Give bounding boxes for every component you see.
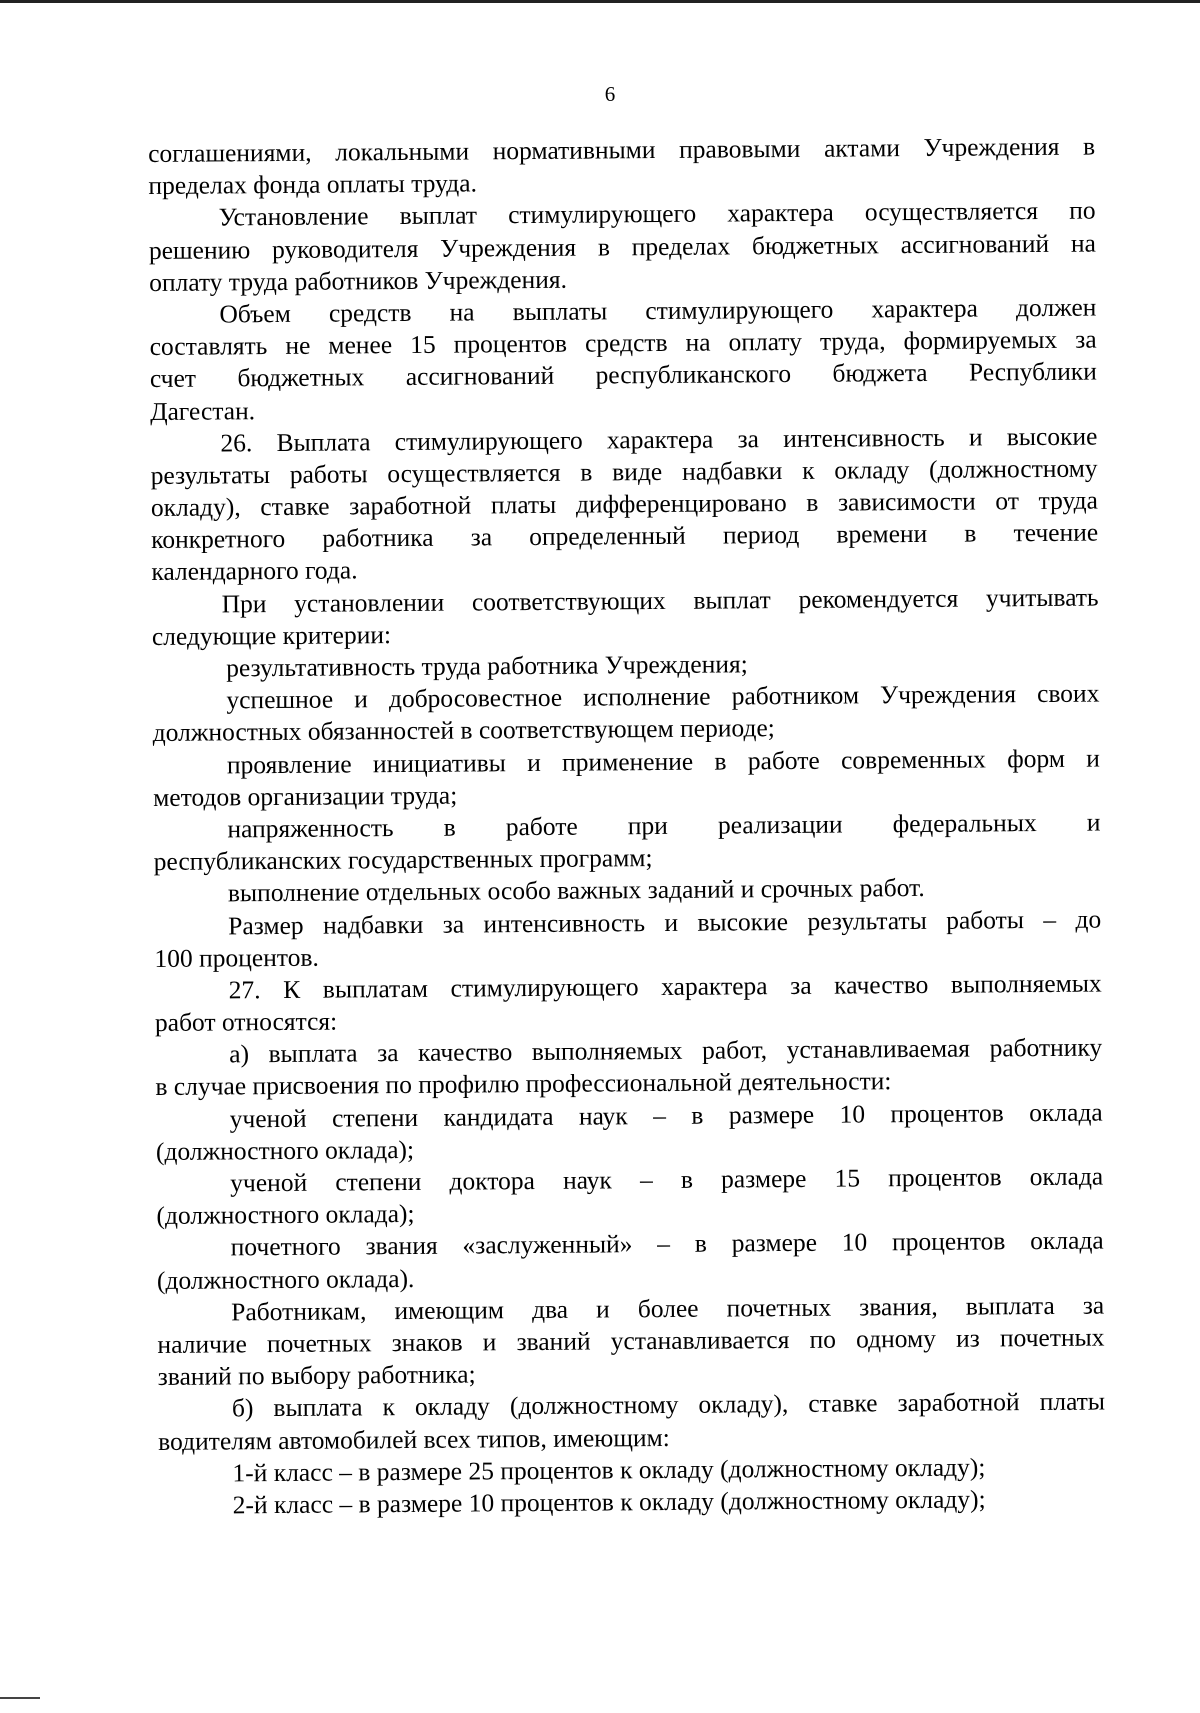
text-line: республиканских государственных программ; — [153, 843, 653, 877]
text-line: 2-й класс – в размере 10 процентов к окладу (должностному окладу); — [232, 1484, 986, 1520]
text-line: 26. Выплата стимулирующего характера за интенсивность и высокие — [220, 421, 1098, 458]
text-line: 100 процентов. — [154, 942, 319, 973]
text-line: 27. К выплатам стимулирующего характера за качество выполняемых — [228, 968, 1102, 1005]
text-line: Дагестан. — [150, 395, 256, 426]
text-line: должностных обязанностей в соответствующем периоде; — [152, 713, 775, 748]
text-line: (должностного оклада); — [156, 1199, 415, 1231]
text-line: методов организации труда; — [153, 780, 458, 812]
text-line: проявление инициативы и применение в работе современных форм и — [226, 743, 1101, 779]
text-line: При установлении соответствующих выплат рекомендуется учитывать — [221, 582, 1099, 619]
text-line: званий по выбору работника; — [157, 1359, 476, 1392]
text-line: оплату труда работников Учреждения. — [149, 264, 568, 297]
text-line: следующие критерии: — [151, 619, 392, 651]
text-line: результативность труда работника Учреждения; — [226, 649, 748, 683]
text-line: работ относятся: — [154, 1006, 338, 1038]
text-line: 1-й класс – в размере 25 процентов к окладу (должностному окладу); — [232, 1452, 986, 1488]
text-line: (должностного оклада). — [156, 1263, 415, 1295]
text-line: Работникам, имеющим два и более почетных звания, выплата за — [231, 1290, 1105, 1327]
text-line: б) выплата к окладу (должностному окладу), ставке заработной платы — [231, 1386, 1106, 1423]
scan-edge-mark — [0, 1697, 40, 1699]
text-line: ученой степени кандидата наук – в размере 10 процентов оклада — [229, 1097, 1103, 1134]
text-line: соглашениями, локальными нормативными правовыми актами Учреждения в — [148, 131, 1096, 168]
text-line: Размер надбавки за интенсивность и высокие результаты работы – до — [228, 904, 1102, 940]
text-line: выполнение отдельных особо важных заданий и срочных работ. — [227, 873, 925, 908]
text-line: счет бюджетных ассигнований республиканского бюджета Республики — [149, 356, 1097, 394]
text-line: а) выплата за качество выполняемых работ, устанавливаемая работнику — [229, 1032, 1103, 1069]
text-line: календарного года. — [151, 555, 358, 587]
text-line: результаты работы осуществляется в виде надбавки к окладу (должностному — [150, 453, 1098, 490]
text-line: наличие почетных знаков и званий устанавливается по одному из почетных — [157, 1322, 1105, 1359]
text-line: в случае присвоения по профилю профессиональной деятельности: — [155, 1066, 892, 1102]
document-body — [148, 131, 1106, 1522]
text-line: успешное и добросовестное исполнение работником Учреждения своих — [226, 678, 1100, 715]
text-line: составлять не менее 15 процентов средств на оплату труда, формируемых за — [149, 324, 1097, 362]
text-line: напряженность в работе при реализации федеральных и — [227, 807, 1101, 844]
text-line: конкретного работника за определенный период времени в течение — [151, 517, 1099, 555]
scan-edge-top — [0, 0, 1200, 3]
text-line: пределах фонда оплаты труда. — [148, 168, 478, 201]
text-line: Объем средств на выплаты стимулирующего характера должен — [219, 292, 1097, 329]
text-line: почетного звания «заслуженный» – в размере 10 процентов оклада — [230, 1225, 1104, 1262]
text-line: (должностного оклада); — [155, 1134, 415, 1166]
text-line: ученой степени доктора наук – в размере 15 процентов оклада — [230, 1161, 1104, 1198]
text-line: решению руководителя Учреждения в пределах бюджетных ассигнований на — [148, 228, 1096, 265]
text-line: окладу), ставке заработной платы дифференцировано в зависимости от труда — [150, 485, 1098, 523]
text-line: Установление выплат стимулирующего характера осуществляется по — [218, 195, 1096, 232]
page-number: 6 — [604, 82, 616, 106]
text-line: водителям автомобилей всех типов, имеющим: — [158, 1422, 670, 1456]
